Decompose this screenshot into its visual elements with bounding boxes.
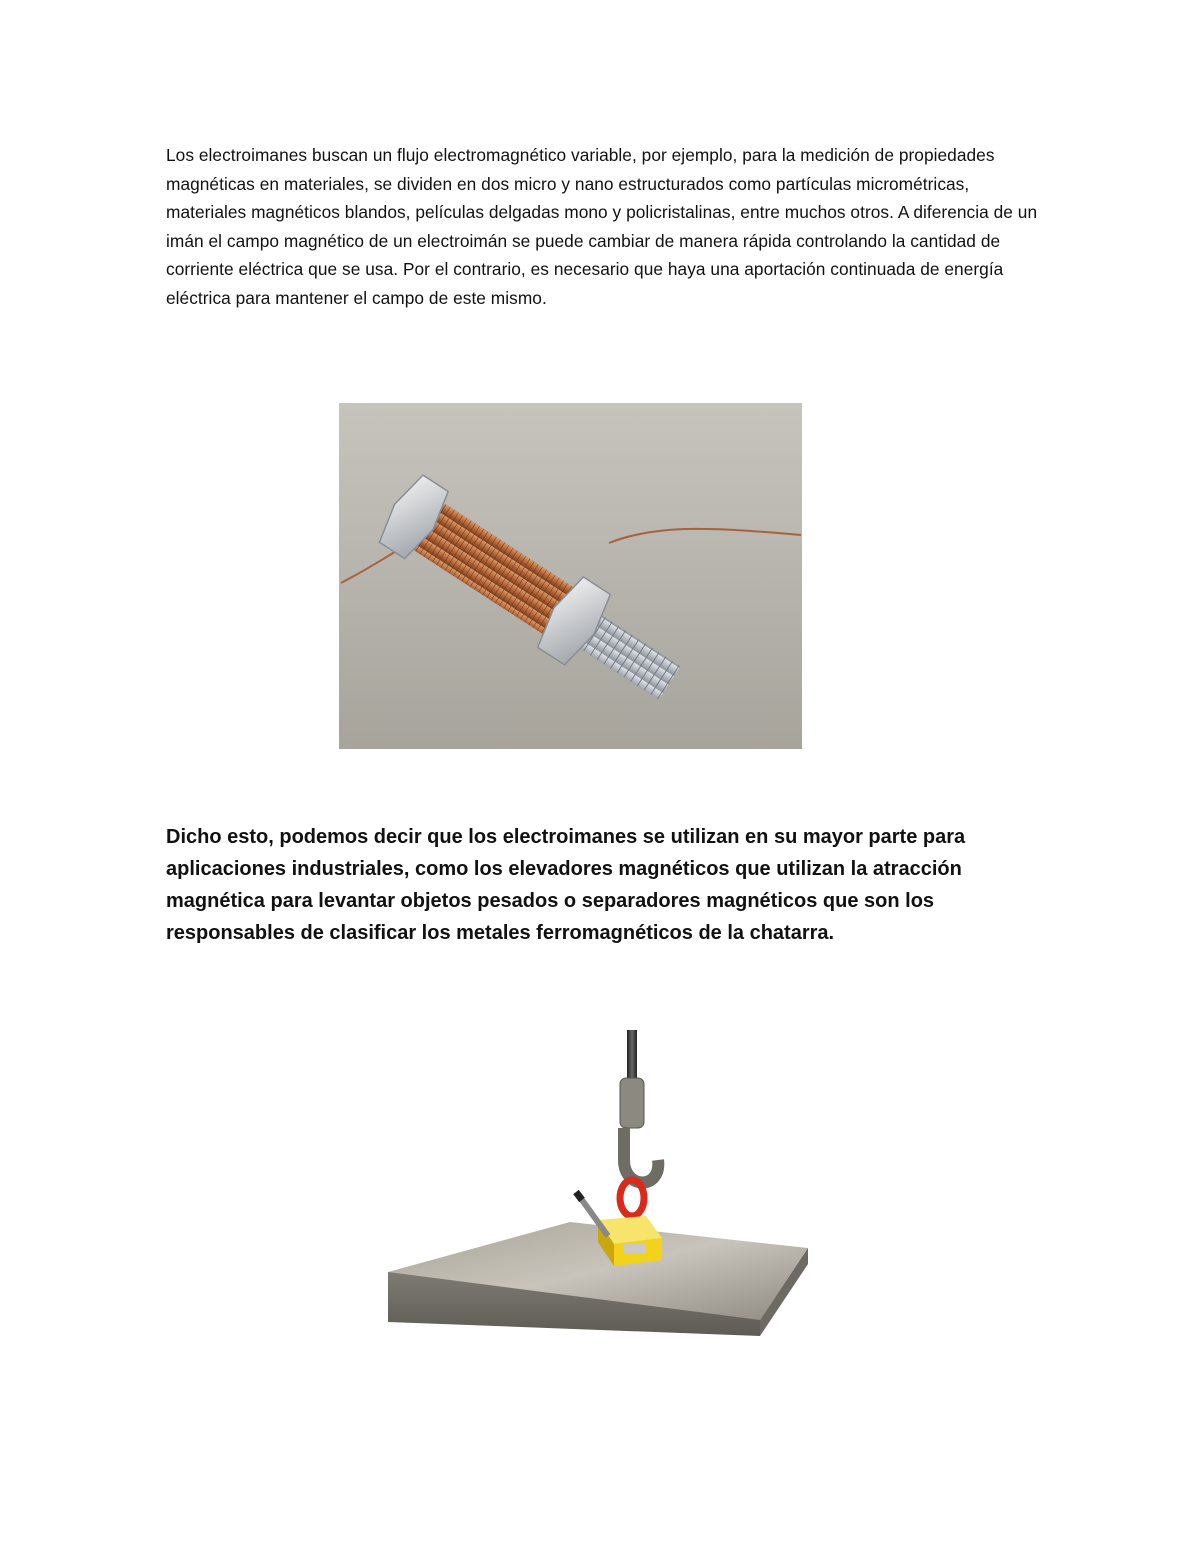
magnet-label-plate (624, 1244, 646, 1254)
paragraph-aplicaciones-industriales: Dicho esto, podemos decir que los electroimanes se utilizan en su mayor parte para aplicaciones industriales, como los elevadores magnéticos que utilizan la atracción magnética para levantar objetos pesados o separadores magnéticos que son los responsables de clasificar los metales ferromagnéticos de la chatarra. (166, 826, 966, 944)
magnetic-lifter-image (362, 1030, 838, 1406)
crane-rope (627, 1030, 637, 1080)
paragraph-electroimanes-intro: Los electroimanes buscan un flujo electromagnético variable, por ejemplo, para la medición de propiedades magnéticas en materiales, se dividen en dos micro y nano estructurados como partículas micrométricas, materiales magnéticos blandos, películas delgadas mono y policristalinas, entre muchos otros. A diferencia de un imán el campo magnético de un electroimán se puede cambiar de manera rápida controlando la cantidad de corriente eléctrica que se usa. Por el contrario, es necesario que haya una aportación continuada de energía eléctrica para mantener el campo de este mismo. (166, 145, 1038, 308)
magnetic-lifter-illustration (362, 1030, 838, 1406)
electromagnet-bolt-illustration (339, 403, 802, 749)
magnet-lever-grip (576, 1192, 582, 1200)
electromagnet-bolt-image (339, 403, 802, 749)
hook-swivel (620, 1078, 644, 1128)
